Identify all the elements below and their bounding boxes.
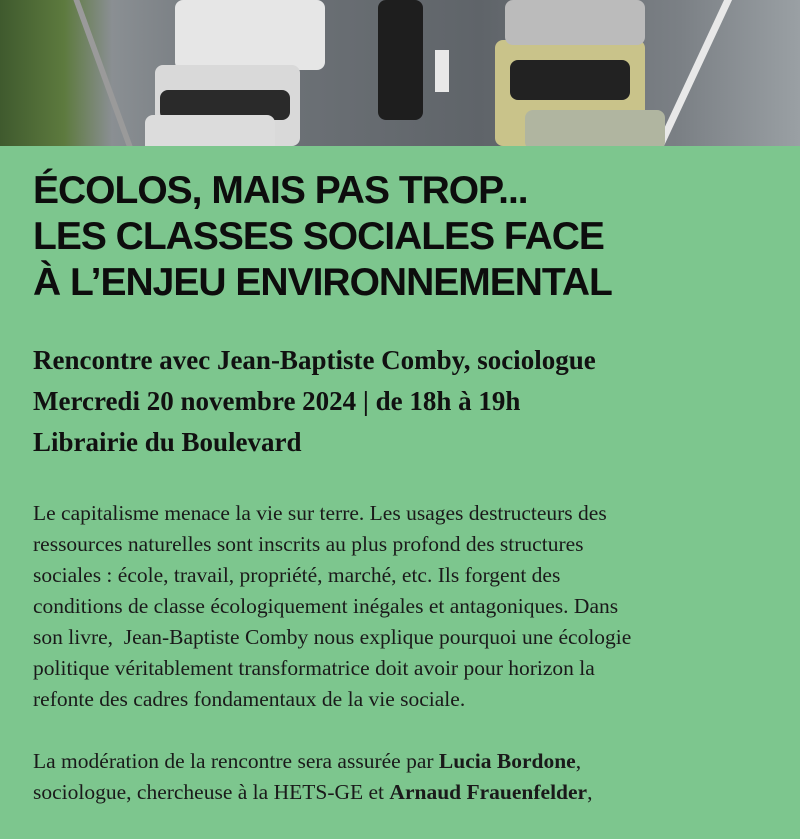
title-line: ÉCOLOS, MAIS PAS TROP... <box>33 169 528 212</box>
event-location: Librairie du Boulevard <box>33 427 302 457</box>
moderation-line <box>33 746 631 777</box>
description-line: ressources naturelles sont inscrits au plus profond des structures <box>33 532 584 556</box>
moderator-name: Arnaud Frauenfelder <box>389 780 588 804</box>
description-line: conditions de classe écologiquement inégales et antagoniques. Dans <box>33 594 619 618</box>
title-line: À L’ENJEU ENVIRONNEMENTAL <box>33 261 612 304</box>
event-title <box>33 168 612 306</box>
event-speaker: Rencontre avec Jean-Baptiste Comby, sociologue <box>33 345 596 375</box>
event-details <box>33 340 596 463</box>
header-photo-traffic <box>0 0 800 146</box>
description-line: son livre, Jean-Baptiste Comby nous explique pourquoi une écologie <box>33 625 632 649</box>
moderation-paragraph <box>33 746 631 808</box>
moderation-text: sociologue, chercheuse à la HETS-GE et <box>33 780 390 804</box>
description-line: Le capitalisme menace la vie sur terre. Les usages destructeurs des <box>33 501 607 525</box>
moderator-name: Lucia Bordone <box>438 749 576 773</box>
description-line: sociales : école, travail, propriété, marché, etc. Ils forgent des <box>33 563 561 587</box>
description-line: politique véritablement transformatrice doit avoir pour horizon la <box>33 656 595 680</box>
event-description <box>33 498 631 839</box>
event-date-time: Mercredi 20 novembre 2024 | de 18h à 19h <box>33 386 521 416</box>
comma: , <box>587 780 593 804</box>
description-line: refonte des cadres fondamentaux de la vie sociale. <box>33 687 466 711</box>
title-line: LES CLASSES SOCIALES FACE <box>33 215 604 258</box>
moderation-intro: La modération de la rencontre sera assurée par <box>33 749 439 773</box>
description-paragraph <box>33 498 631 715</box>
comma: , <box>575 749 582 773</box>
moderation-line <box>33 777 631 808</box>
